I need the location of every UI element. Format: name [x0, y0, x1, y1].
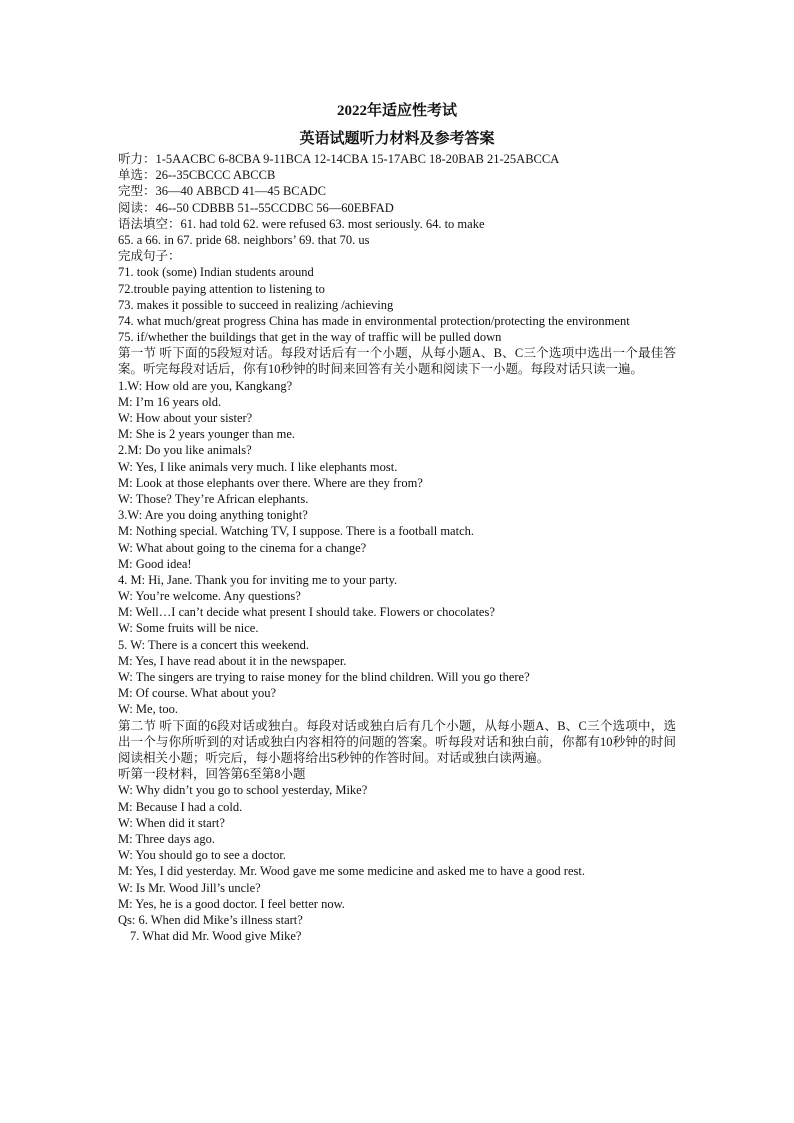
- exam-subtitle: 英语试题听力材料及参考答案: [299, 131, 495, 147]
- dialogue-line: M: Yes, he is a good doctor. I feel better now.: [118, 896, 345, 911]
- dialogue-line: W: You’re welcome. Any questions?: [118, 589, 301, 604]
- document-body: [118, 151, 676, 944]
- dialogue-line: M: Good idea!: [118, 556, 192, 571]
- answer-grammar-line-2: 65. a 66. in 67. pride 68. neighbors’ 69. that 70. us: [118, 232, 370, 247]
- dialogue-line: 4. M: Hi, Jane. Thank you for inviting me to your party.: [118, 572, 398, 587]
- dialogue-line: M: Three days ago.: [118, 831, 215, 846]
- dialogue-line: M: She is 2 years younger than me.: [118, 427, 296, 442]
- dialogue-line: M: Nothing special. Watching TV, I suppose. There is a football match.: [118, 524, 474, 539]
- dialogue-line: M: Look at those elephants over there. Where are they from?: [118, 475, 423, 490]
- answer-single-choice: 单选：26--35CBCCC ABCCB: [118, 168, 276, 183]
- section-1-intro: 第一节 听下面的5段短对话。每段对话后有一个小题，从每小题A、B、C三个选项中选出一个最佳答案。听完每段对话后，你有10秒钟的时间来回答有关小题和阅读下一小题。每段对话只读一遍。: [118, 346, 676, 377]
- dialogue-line: W: Me, too.: [118, 702, 178, 717]
- question-6: Qs: 6. When did Mike’s illness start?: [118, 912, 303, 927]
- answer-cloze: 完型：36—40 ABBCD 41—45 BCADC: [118, 184, 327, 199]
- question-7: 7. What did Mr. Wood give Mike?: [130, 929, 302, 944]
- dialogue-line: W: Yes, I like animals very much. I like elephants most.: [118, 459, 398, 474]
- dialogue-line: M: Of course. What about you?: [118, 686, 277, 701]
- dialogue-line: 2.M: Do you like animals?: [118, 443, 252, 458]
- dialogue-line: W: When did it start?: [118, 815, 225, 830]
- dialogue-line: M: Well…I can’t decide what present I should take. Flowers or chocolates?: [118, 605, 495, 620]
- dialogue-line: M: Yes, I have read about it in the newspaper.: [118, 653, 347, 668]
- answer-reading: 阅读：46--50 CDBBB 51--55CCDBC 56—60EBFAD: [118, 200, 394, 215]
- dialogue-line: W: How about your sister?: [118, 411, 253, 426]
- dialogue-line: W: Is Mr. Wood Jill’s uncle?: [118, 880, 261, 895]
- dialogue-line: 1.W: How old are you, Kangkang?: [118, 378, 293, 393]
- answer-73: 73. makes it possible to succeed in realizing /achieving: [118, 297, 394, 312]
- section-2-intro: 第二节 听下面的6段对话或独白。每段对话或独白后有几个小题，从每小题A、B、C三个选项中，选出一个与你所听到的对话或独白内容相符的问题的答案。听每段对话和独白前，你都有10秒钟的时间阅读相关小题；听完后，每小题将给出5秒钟的作答时间。对话或独白读两遍。: [118, 718, 676, 766]
- answer-grammar-line-1: 语法填空：61. had told 62. were refused 63. most seriously. 64. to make: [118, 216, 485, 231]
- dialogue-line: M: Because I had a cold.: [118, 799, 243, 814]
- dialogue-line: M: I’m 16 years old.: [118, 394, 222, 409]
- dialogue-line: W: The singers are trying to raise money for the blind children. Will you go there?: [118, 670, 530, 685]
- answer-74: 74. what much/great progress China has made in environmental protection/protecting the environment: [118, 313, 630, 328]
- dialogue-line: W: You should go to see a doctor.: [118, 848, 286, 863]
- dialogue-line: 5. W: There is a concert this weekend.: [118, 637, 310, 652]
- dialogue-line: 3.W: Are you doing anything tonight?: [118, 508, 308, 523]
- dialogue-line: M: Yes, I did yesterday. Mr. Wood gave me some medicine and asked me to have a good rest.: [118, 864, 585, 879]
- exam-title: 2022年适应性考试: [336, 103, 457, 119]
- sentences-heading: 完成句子：: [118, 249, 181, 264]
- answer-71: 71. took (some) Indian students around: [118, 265, 314, 280]
- answer-72: 72.trouble paying attention to listening to: [118, 281, 325, 296]
- material-heading: 听第一段材料，回答第6至第8小题: [118, 767, 306, 782]
- answer-listening: 听力：1-5AACBC 6-8CBA 9-11BCA 12-14CBA 15-17ABC 18-20BAB 21-25ABCCA: [118, 152, 560, 166]
- dialogue-line: W: Some fruits will be nice.: [118, 621, 259, 636]
- dialogue-line: W: Why didn’t you go to school yesterday, Mike?: [118, 783, 368, 798]
- dialogue-line: W: Those? They’re African elephants.: [118, 491, 309, 506]
- answer-75: 75. if/whether the buildings that get in the way of traffic will be pulled down: [118, 330, 502, 345]
- dialogue-line: W: What about going to the cinema for a change?: [118, 540, 367, 555]
